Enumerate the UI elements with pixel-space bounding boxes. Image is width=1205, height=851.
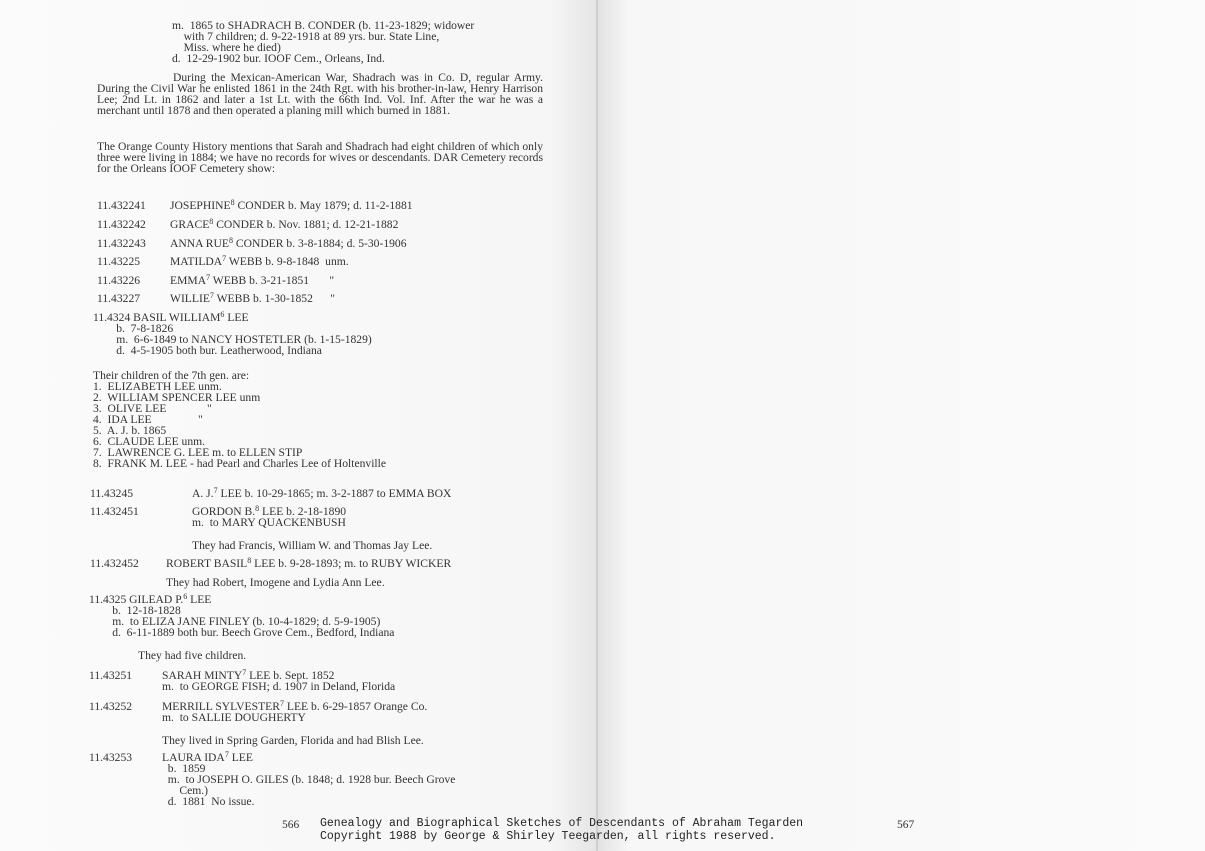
left-page-text-block: ROBERT BASIL$^8$ LEE b. 9-28-1893; m. to RUBY WICKER	[166, 556, 452, 570]
right-page-number: 567	[897, 819, 915, 831]
left-page-text-block: 11.4324 BASIL WILLIAM$^6$ LEE b. 7-8-1826 m. 6-6-1849 to NANCY HOSTETLER (b. 1-15-1829) d. 4-5-1905 both bur. Leatherwood, Indiana	[93, 310, 372, 357]
right-page-text-block	[598, 320, 632, 331]
left-page-text-block: MATILDA$^7$ WEBB b. 9-8-1848 unm.	[170, 254, 349, 268]
left-page-text-block: MERRILL SYLVESTER$^7$ LEE b. 6-29-1857 Orange Co. m. to SALLIE DOUGHERTY	[162, 699, 428, 724]
left-page-text-block: SARAH MINTY$^7$ LEE b. Sept. 1852 m. to GEORGE FISH; d. 1907 in Deland, Florida	[162, 668, 396, 693]
left-page-text-block: EMMA$^7$ WEBB b. 3-21-1851 "	[170, 273, 335, 287]
left-page-text-block: During the Mexican-American War, Shadrach was in Co. D, regular Army. During the Civil War he enlisted 1861 in the 24th Rgt. with his brother-in-law, Henry Harrison Lee; 2nd Lt. in 1862 and later a 1st Lt. with the 66th Ind. Vol. Inf. After the war he was a merchant until 1878 and then operated a planing mill which burned in 1881.	[97, 71, 543, 117]
left-page-text-block: 11.432451	[90, 505, 139, 518]
left-page-text-block: 11.432452	[90, 557, 139, 570]
left-page-text-block: They had five children.	[138, 649, 247, 662]
left-page-text-block: GRACE$^8$ CONDER b. Nov. 1881; d. 12-21-1882	[170, 217, 399, 231]
left-page-text-block: GORDON B.$^8$ LEE b. 2-18-1890 m. to MARY QUACKENBUSH	[192, 504, 347, 529]
left-page-text-block: 11.432242	[97, 218, 146, 231]
footer-copyright	[320, 818, 803, 843]
left-page-text-block: ANNA RUE$^8$ CONDER b. 3-8-1884; d. 5-30-1906	[170, 236, 407, 250]
left-page-text-block: 11.43226	[97, 274, 141, 287]
left-page-text-block: 11.43245	[90, 487, 134, 500]
right-page	[598, 0, 1205, 851]
left-page-text-block: 11.4325 GILEAD P.$^6$ LEE b. 12-18-1828 m. to ELIZA JANE FINLEY (b. 10-4-1829; d. 5-9-1905) d. 6-11-1889 both bur. Beech Grove Cem., Bedford, Indiana	[89, 592, 395, 639]
left-page-number: 566	[282, 819, 300, 831]
left-page-text-block: 11.432241	[97, 199, 146, 212]
left-page-text-block: WILLIE$^7$ WEBB b. 1-30-1852 "	[170, 291, 336, 305]
left-page-text-block: Their children of the 7th gen. are: 1. ELIZABETH LEE unm. 2. WILLIAM SPENCER LEE unm 3. OLIVE LEE " 4. IDA LEE " 5. A. J. b. 1865 6. CLAUDE LEE unm. 7. LAWRENCE G. LEE m. to ELLEN STIP 8. FRANK M. LEE - had Pearl and Charles Lee of Holtenville	[93, 369, 386, 470]
left-page	[0, 0, 598, 851]
left-page-text-block: 11.43227	[97, 292, 141, 305]
left-page-text-block: A. J.$^7$ LEE b. 10-29-1865; m. 3-2-1887 to EMMA BOX	[192, 486, 452, 500]
left-page-text-block: The Orange County History mentions that Sarah and Shadrach had eight children of which only three were living in 1884; we have no records for wives or descendants. DAR Cemetery records for the Orleans IOOF Cemetery show:	[97, 140, 543, 175]
left-page-text-block: 11.43252	[89, 700, 133, 713]
left-page-text-block: They had Robert, Imogene and Lydia Ann Lee.	[166, 576, 385, 589]
left-page-text-block: m. 1865 to SHADRACH B. CONDER (b. 11-23-1829; widower with 7 children; d. 9-22-1918 at 89 yrs. bur. State Line, Miss. where he died) d. 12-29-1902 bur. IOOF Cem., Orleans, Ind.	[172, 19, 475, 65]
footer-copyright-line: Copyright 1988 by George & Shirley Teegarden, all rights reserved.	[320, 829, 776, 843]
footer-title: Genealogy and Biographical Sketches of Descendants of Abraham Tegarden	[320, 817, 804, 830]
right-page-text-block	[598, 181, 632, 192]
left-page-text-block: They had Francis, William W. and Thomas Jay Lee.	[192, 539, 433, 552]
left-page-text-block: 11.43225	[97, 255, 141, 268]
left-page-text-block: LAURA IDA$^7$ LEE b. 1859 m. to JOSEPH O. GILES (b. 1848; d. 1928 bur. Beech Grove Cem.) d. 1881 No issue.	[162, 750, 456, 808]
left-page-text-block: They lived in Spring Garden, Florida and had Blish Lee.	[162, 734, 424, 747]
left-page-text-block: JOSEPHINE$^8$ CONDER b. May 1879; d. 11-2-1881	[170, 198, 413, 212]
left-page-text-block: 11.43251	[89, 669, 133, 682]
left-page-text-block: 11.43253	[89, 751, 133, 764]
left-page-text-block: 11.432243	[97, 237, 146, 250]
